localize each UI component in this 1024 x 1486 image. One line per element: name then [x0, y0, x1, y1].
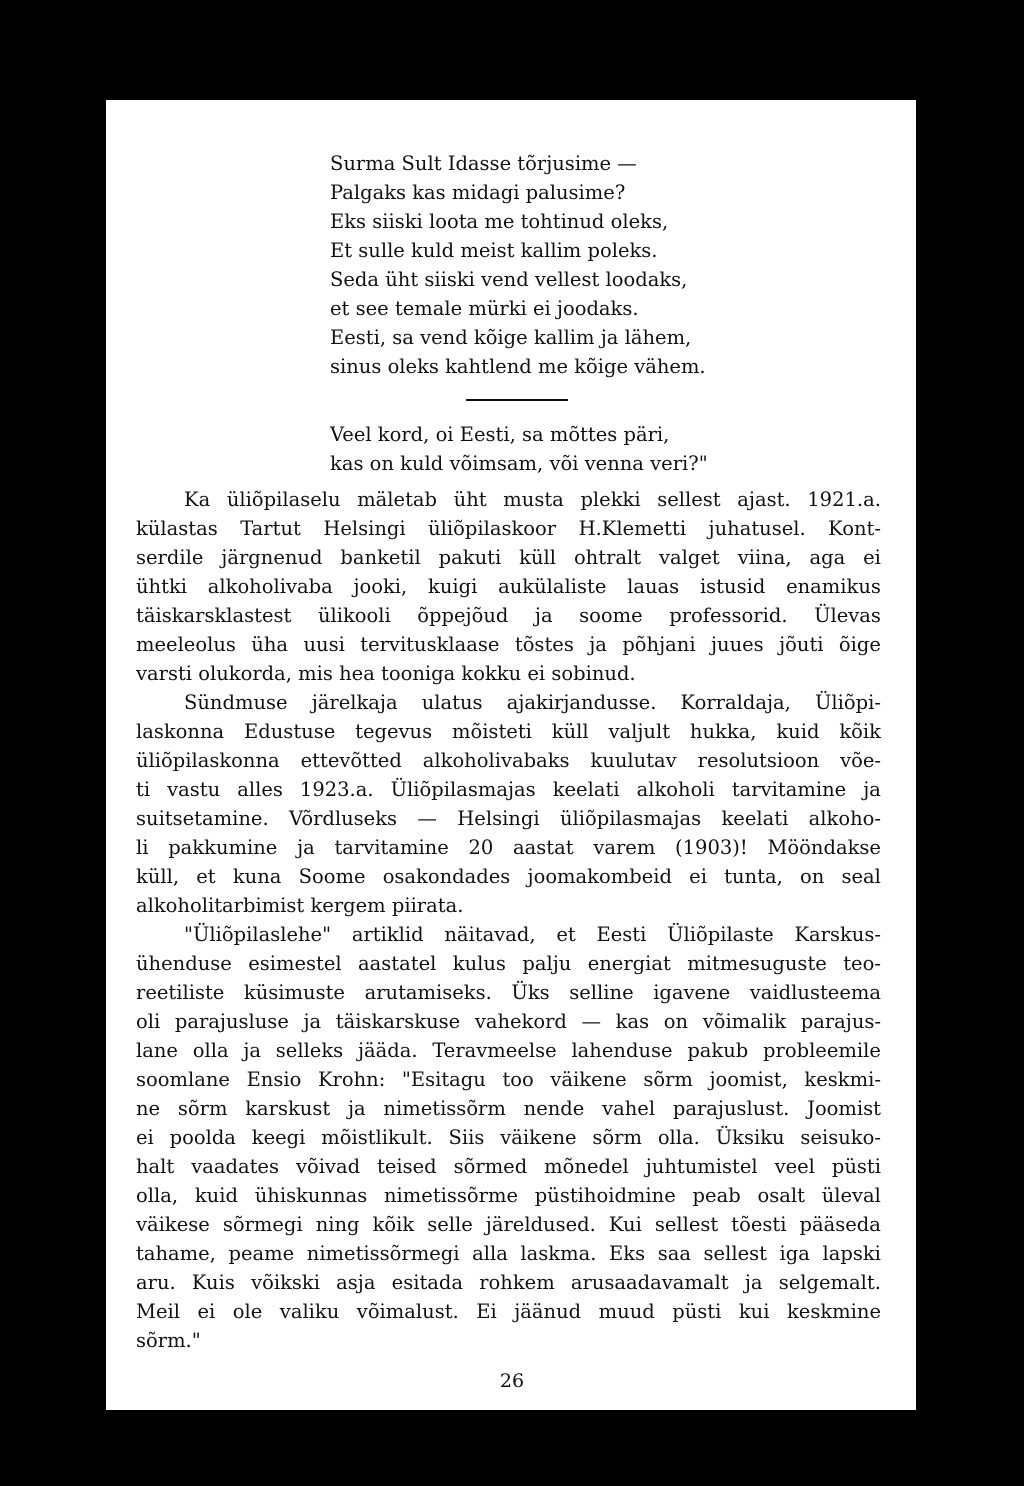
prose-line: ti vastu alles 1923.a. Üliõpilasmajas keelati alkoholi tarvitamine ja: [136, 778, 881, 801]
prose-line: ühenduse esimestel aastatel kulus palju energiat mitmesuguste teo-: [136, 952, 881, 975]
poem-line: Surma Sult Idasse tõrjusime —: [330, 152, 637, 175]
poem-line: Seda üht siiski vend vellest loodaks,: [330, 268, 688, 291]
prose-line: laskonna Edustuse tegevus mõisteti küll valjult hukka, kuid kõik: [136, 720, 881, 743]
poem-line: Eesti, sa vend kõige kallim ja lähem,: [330, 326, 692, 349]
page-number: 26: [499, 1370, 525, 1392]
prose-body: [136, 485, 881, 1355]
prose-line: ei poolda keegi mõistlikult. Siis väikene sõrm olla. Üksiku seisuko-: [136, 1126, 881, 1149]
prose-line: Ka üliõpilaselu mäletab üht musta plekki sellest ajast. 1921.a.: [184, 488, 881, 511]
prose-line: soomlane Ensio Krohn: "Esitagu too väikene sõrm joomist, keskmi-: [136, 1068, 881, 1091]
prose-line: külastas Tartut Helsingi üliõpilaskoor H.Klemetti juhatusel. Kont-: [136, 517, 881, 540]
prose-line: küll, et kuna Soome osakondades joomakombeid ei tunta, on seal: [136, 865, 881, 888]
prose-line: oli parajusluse ja täiskarskuse vahekord — kas on võimalik parajus-: [136, 1010, 881, 1033]
prose-line: Meil ei ole valiku võimalust. Ei jäänud muud püsti kui keskmine: [136, 1300, 881, 1323]
prose-line: halt vaadates võivad teised sõrmed mõnedel juhtumistel veel püsti: [136, 1155, 881, 1178]
poem-line: Veel kord, oi Eesti, sa mõttes päri,: [330, 423, 670, 446]
prose-line: täiskarsklastest ülikooli õppejõud ja soome professorid. Ülevas: [136, 604, 881, 627]
section-divider: [466, 399, 568, 401]
prose-line: üliõpilaskonna ettevõtted alkoholivabaks kuulutav resolutsioon võe-: [136, 749, 881, 772]
poem-line: Palgaks kas midagi palusime?: [330, 181, 626, 204]
prose-line: tahame, peame nimetissõrmegi alla laskma. Eks saa sellest iga lapski: [136, 1242, 881, 1265]
prose-line: alkoholitarbimist kergem piirata.: [136, 894, 464, 917]
poem-line: Et sulle kuld meist kallim poleks.: [330, 239, 658, 262]
prose-line: serdile järgnenud banketil pakuti küll ohtralt valget viina, aga ei: [136, 546, 881, 569]
prose-line: suitsetamine. Võrdluseks — Helsingi üliõpilasmajas keelati alkoho-: [136, 807, 881, 830]
poem-line: et see temale mürki ei joodaks.: [330, 297, 639, 320]
prose-line: meeleolus üha uusi tervitusklaase tõstes ja põhjani juues jõuti õige: [136, 633, 881, 656]
poem-stanza-1: [330, 149, 706, 381]
prose-line: ühtki alkoholivaba jooki, kuigi aukülaliste lauas istusid enamikus: [136, 575, 881, 598]
prose-line: aru. Kuis võikski asja esitada rohkem arusaadavamalt ja selgemalt.: [136, 1271, 881, 1294]
prose-line: varsti olukorda, mis hea tooniga kokku ei sobinud.: [136, 662, 636, 685]
prose-line: väikese sõrmegi ning kõik selle järeldused. Kui sellest tõesti pääseda: [136, 1213, 881, 1236]
poem-line: sinus oleks kahtlend me kõige vähem.: [330, 355, 706, 378]
prose-line: olla, kuid ühiskunnas nimetissõrme püstihoidmine peab osalt üleval: [136, 1184, 881, 1207]
prose-line: reetiliste küsimuste arutamiseks. Üks selline igavene vaidlusteema: [136, 981, 881, 1004]
prose-line: li pakkumine ja tarvitamine 20 aastat varem (1903)! Mööndakse: [136, 836, 881, 859]
poem-stanza-2: [330, 420, 708, 478]
prose-line: ne sõrm karskust ja nimetissõrm nende vahel parajuslust. Joomist: [136, 1097, 881, 1120]
prose-line: sõrm.": [136, 1329, 201, 1352]
poem-line: kas on kuld võimsam, või venna veri?": [330, 452, 708, 475]
poem-line: Eks siiski loota me tohtinud oleks,: [330, 210, 669, 233]
prose-line: Sündmuse järelkaja ulatus ajakirjandusse. Korraldaja, Üliõpi-: [184, 691, 881, 714]
prose-line: lane olla ja selleks jääda. Teravmeelse lahenduse pakub probleemile: [136, 1039, 881, 1062]
prose-line: "Üliõpilaslehe" artiklid näitavad, et Eesti Üliõpilaste Karskus-: [184, 923, 881, 946]
